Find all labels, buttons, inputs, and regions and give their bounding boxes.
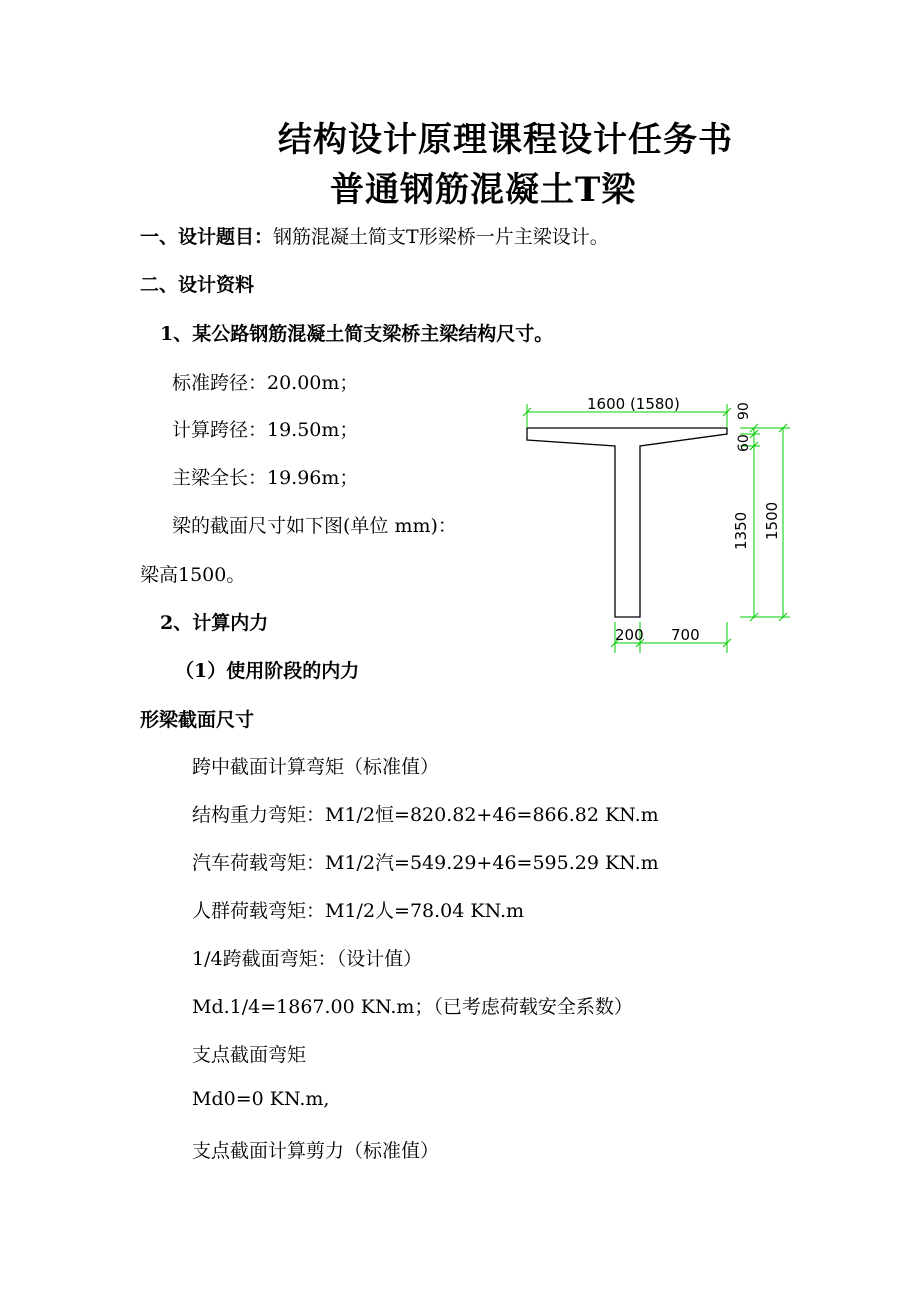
section-1-text: 钢筋混凝土简支T形梁桥一片主梁设计。 [273,226,609,248]
dim-1500-label: 1500 [763,501,781,540]
quarter-span-value: Md.1/4=1867.00 KN.m；（已考虑荷载安全系数） [192,996,633,1018]
beam-height: 梁高1500。 [140,564,246,586]
subsection-2-1-heading: （1）使用阶段的内力 [175,660,360,682]
figure-caption: 形梁截面尺寸 [140,709,255,731]
dim-200-label: 200 [615,626,644,644]
subsection-1-heading: 1、某公路钢筋混凝土简支梁桥主梁结构尺寸。 [160,323,554,345]
page-subtitle: 普通钢筋混凝土T梁 [330,170,637,210]
vehicle-load-moment: 汽车荷载弯矩：M1/2汽=549.29+46=595.29 KN.m [192,852,659,874]
support-moment-value: Md0=0 KN.m, [192,1088,330,1110]
t-beam-outline [527,428,727,617]
page-title: 结构设计原理课程设计任务书 [278,120,733,160]
section-2-heading: 二、设计资料 [140,274,255,296]
midspan-title: 跨中截面计算弯矩（标准值） [192,756,440,778]
calc-span: 计算跨径：19.50m； [172,419,359,441]
dim-700-label: 700 [671,626,700,644]
crowd-load-moment: 人群荷载弯矩：M1/2人=78.04 KN.m [192,900,525,922]
std-span: 标准跨径：20.00m； [172,372,359,394]
quarter-span-title: 1/4跨截面弯矩：（设计值） [192,948,423,970]
support-shear-title: 支点截面计算剪力（标准值） [192,1140,440,1162]
support-moment-title: 支点截面弯矩 [192,1044,307,1066]
dead-load-moment: 结构重力弯矩：M1/2恒=820.82+46=866.82 KN.m [192,804,659,826]
section-dims: 梁的截面尺寸如下图(单位 mm)： [172,515,457,537]
flange-width-label: 1600 (1580) [587,395,680,413]
dim-1350-label: 1350 [732,511,750,550]
dim-60-label: 60 [736,434,752,452]
beam-length: 主梁全长：19.96m； [172,467,359,489]
dim-90-label: 90 [736,402,752,420]
section-1-label: 一、设计题目： [140,226,274,248]
subsection-2-heading: 2、计算内力 [160,612,269,634]
